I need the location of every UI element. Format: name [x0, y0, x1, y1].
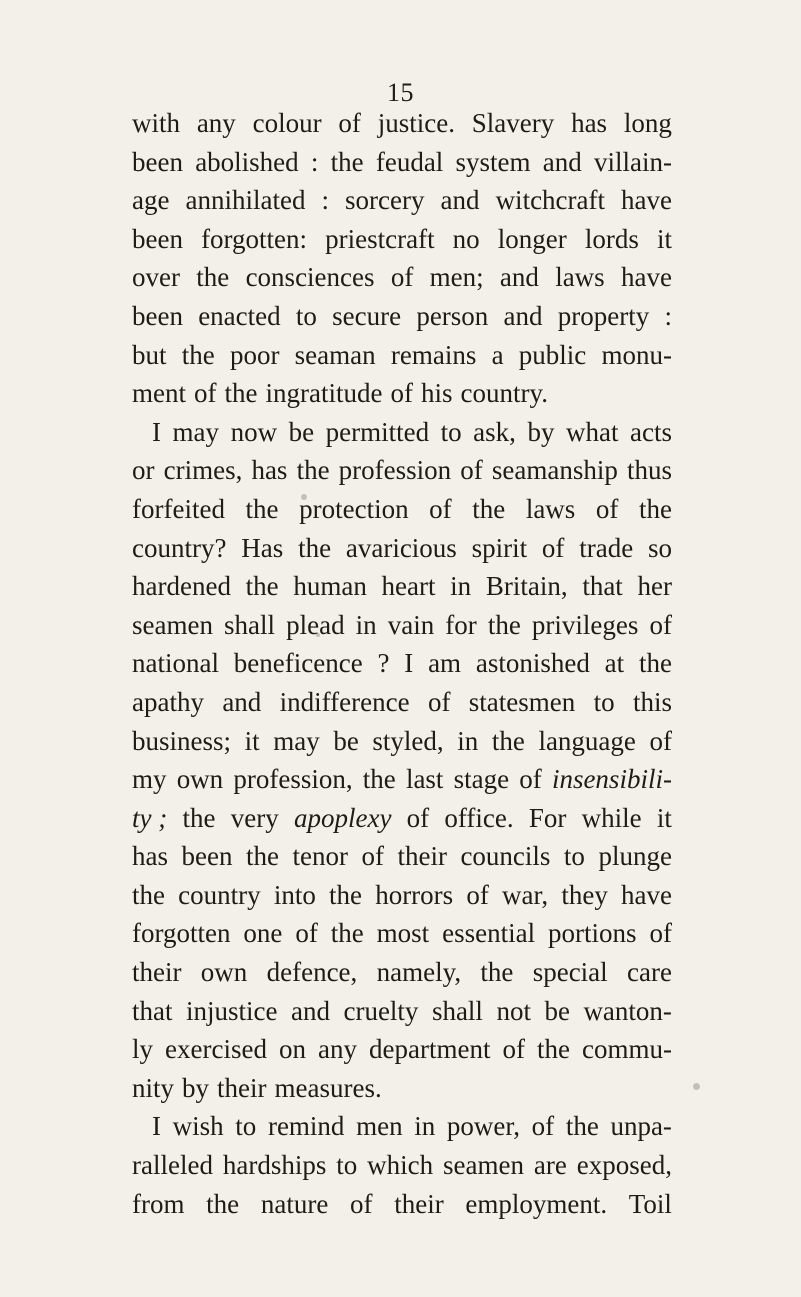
word: profession: [338, 455, 452, 486]
word: this: [632, 686, 672, 717]
text-line: [132, 185, 672, 224]
word: which: [367, 1150, 434, 1181]
word: of: [390, 378, 413, 409]
word: nity: [132, 1072, 175, 1103]
word: of: [390, 262, 414, 293]
word: war,: [502, 879, 549, 910]
word: lords: [584, 223, 639, 254]
word: from: [132, 1188, 185, 1219]
word: acts: [629, 416, 672, 447]
text-line: [132, 803, 672, 842]
word: plead: [286, 609, 345, 640]
word: what: [565, 416, 619, 447]
word: the: [245, 841, 279, 872]
word: in: [414, 1111, 436, 1142]
word: been: [132, 146, 183, 177]
text-line: [132, 1034, 672, 1073]
word: permitted: [325, 416, 430, 447]
word: property: [557, 300, 650, 331]
word: the: [224, 378, 258, 409]
text-line: [132, 224, 672, 263]
word: enacted: [198, 300, 281, 331]
text-line: [132, 841, 672, 880]
word: while: [581, 802, 642, 833]
paper-speck: [693, 1083, 700, 1090]
word: so: [647, 532, 672, 563]
word: it: [656, 223, 672, 254]
word: of: [519, 764, 542, 795]
word: indifference: [279, 686, 410, 717]
word: be: [544, 995, 570, 1026]
word: hardened: [132, 571, 231, 602]
word: long: [623, 108, 672, 138]
word: cruelty: [343, 995, 419, 1026]
word: by: [527, 416, 555, 447]
word: remind: [267, 1111, 345, 1142]
word: tenor: [292, 841, 348, 872]
word: of: [531, 1111, 555, 1142]
text-line: [132, 340, 672, 379]
word: special: [532, 957, 608, 988]
word: heart: [381, 571, 436, 602]
word: and: [222, 686, 262, 717]
word: the: [536, 1034, 570, 1065]
word: of: [427, 686, 451, 717]
word: language: [538, 725, 636, 756]
word: the: [491, 725, 525, 756]
word: public: [518, 339, 587, 370]
word: ?: [377, 648, 390, 679]
word: the: [181, 339, 215, 370]
text-line: [132, 1150, 672, 1189]
word: to: [336, 1150, 358, 1181]
word: remains: [390, 339, 477, 370]
word: country.: [460, 378, 548, 409]
word: of: [649, 609, 672, 640]
word: with: [132, 108, 181, 138]
word: on: [278, 1034, 306, 1065]
text-line: [132, 301, 672, 340]
word: in: [457, 725, 479, 756]
word: Has: [241, 532, 284, 563]
text-line: [132, 571, 672, 610]
word: of: [338, 108, 361, 138]
word: laws: [525, 493, 576, 524]
word: horrors: [375, 879, 454, 910]
word: astonished: [475, 648, 590, 679]
word: :: [321, 185, 330, 216]
word: Britain,: [485, 571, 568, 602]
word: wish: [172, 1111, 224, 1142]
word: the: [480, 957, 514, 988]
word: Slavery: [471, 108, 555, 138]
word: seamen: [132, 609, 213, 640]
word: ingratitude: [265, 378, 383, 409]
text-line: [132, 455, 672, 494]
text-line: [132, 880, 672, 919]
word: be: [288, 416, 315, 447]
word: the: [565, 1111, 599, 1142]
word: I: [152, 416, 161, 447]
text-line: [132, 957, 672, 996]
word: of: [350, 1188, 373, 1219]
word: they: [561, 879, 608, 910]
text-line: [132, 610, 672, 649]
body-text: [132, 108, 672, 1227]
word: and: [290, 995, 330, 1026]
word: her: [637, 571, 672, 602]
word: a: [491, 339, 504, 370]
word: in: [450, 571, 472, 602]
word: of: [649, 918, 672, 949]
word: been: [132, 300, 183, 331]
text-line: [132, 764, 672, 803]
word: at: [604, 648, 625, 679]
word: measures.: [274, 1072, 382, 1103]
word: are: [533, 1150, 567, 1181]
text-line: [132, 1111, 672, 1150]
word: system: [455, 146, 531, 177]
word: the: [487, 609, 521, 640]
page-number: 15: [387, 78, 414, 107]
word: consciences: [245, 262, 375, 293]
word: the: [196, 262, 230, 293]
word: unpa-: [610, 1111, 672, 1142]
word: and: [542, 146, 582, 177]
word: the: [330, 918, 364, 949]
word: privileges: [531, 609, 639, 640]
word: I: [152, 1111, 161, 1142]
word: beneficence: [233, 648, 363, 679]
word: villain-: [593, 146, 672, 177]
word: in: [355, 609, 377, 640]
word: their: [397, 841, 447, 872]
word: plunge: [598, 841, 672, 872]
word: own: [200, 957, 248, 988]
word: national: [132, 648, 219, 679]
word: forgotten: [132, 918, 231, 949]
word: his: [420, 378, 453, 409]
word: exercised: [165, 1034, 267, 1065]
word: colour: [252, 108, 322, 138]
word: may: [273, 725, 320, 756]
word: now: [230, 416, 278, 447]
word: no: [452, 223, 480, 254]
word: defence,: [266, 957, 358, 988]
word: essential: [442, 918, 536, 949]
word: last: [405, 764, 444, 795]
word: injustice: [186, 995, 278, 1026]
word: of: [649, 725, 672, 756]
word: ty ;: [132, 802, 168, 833]
word: country?: [132, 532, 227, 563]
word: profession,: [233, 764, 353, 795]
word: nature: [260, 1188, 329, 1219]
word: shall: [431, 995, 483, 1026]
word: commu-: [582, 1034, 672, 1065]
text-line: [132, 262, 672, 301]
word: trade: [579, 532, 634, 563]
word: to: [563, 841, 585, 872]
text-line: [132, 648, 672, 687]
word: most: [376, 918, 430, 949]
word: have: [621, 185, 672, 216]
word: over: [132, 262, 180, 293]
word: person: [416, 300, 489, 331]
text-line: [132, 687, 672, 726]
word: forfeited: [132, 493, 225, 524]
word: insensibili-: [551, 764, 672, 795]
text-line: [132, 147, 672, 186]
word: poor: [229, 339, 280, 370]
word: the: [182, 802, 216, 833]
word: the: [206, 1188, 240, 1219]
word: the: [362, 764, 396, 795]
word: the: [298, 532, 332, 563]
word: department: [369, 1034, 491, 1065]
word: business;: [132, 725, 232, 756]
word: that: [132, 995, 173, 1026]
word: been: [181, 841, 233, 872]
word: and: [440, 185, 480, 216]
word: of: [595, 493, 619, 524]
word: their: [132, 957, 182, 988]
word: has: [251, 455, 288, 486]
word: the: [296, 455, 330, 486]
word: styled,: [372, 725, 444, 756]
word: :: [664, 300, 672, 331]
word: their: [394, 1188, 444, 1219]
word: the: [329, 879, 363, 910]
word: feudal: [375, 146, 444, 177]
word: age: [132, 185, 170, 216]
word: men;: [429, 262, 484, 293]
word: any: [196, 108, 236, 138]
word: vain: [387, 609, 435, 640]
word: protection: [299, 493, 409, 524]
word: namely,: [376, 957, 462, 988]
word: priestcraft: [325, 223, 435, 254]
paper-speck: [301, 494, 307, 500]
word: spirit: [471, 532, 528, 563]
text-line: [132, 996, 672, 1035]
word: exposed,: [576, 1150, 672, 1181]
text-line: [132, 533, 672, 572]
word: been: [132, 223, 183, 254]
word: abolished: [195, 146, 299, 177]
text-line: [132, 417, 672, 456]
word: of: [541, 532, 565, 563]
word: the: [245, 571, 279, 602]
word: the: [638, 493, 672, 524]
word: men: [356, 1111, 403, 1142]
word: one: [243, 918, 283, 949]
word: of: [460, 455, 483, 486]
word: apoplexy: [293, 802, 392, 833]
word: councils: [460, 841, 551, 872]
word: has: [132, 841, 168, 872]
word: sorcery: [345, 185, 425, 216]
word: secure: [332, 300, 402, 331]
word: employment.: [465, 1188, 608, 1219]
word: of: [502, 1034, 525, 1065]
word: but: [132, 339, 167, 370]
word: crimes,: [163, 455, 243, 486]
text-line: [132, 726, 672, 765]
word: ly: [132, 1034, 154, 1065]
word: of: [429, 493, 452, 524]
word: seamanship: [491, 455, 618, 486]
word: by: [182, 1072, 210, 1103]
word: laws: [555, 262, 605, 293]
word: seaman: [294, 339, 376, 370]
word: apathy: [132, 686, 204, 717]
word: annihilated: [185, 185, 306, 216]
text-line: [132, 494, 672, 533]
word: witchcraft: [495, 185, 605, 216]
word: shall: [224, 609, 276, 640]
word: into: [273, 879, 316, 910]
word: the: [638, 648, 672, 679]
word: to: [440, 416, 462, 447]
word: :: [310, 146, 319, 177]
word: monu-: [601, 339, 672, 370]
word: portions: [548, 918, 637, 949]
word: the: [330, 146, 364, 177]
word: of: [194, 378, 217, 409]
word: am: [428, 648, 462, 679]
word: to: [593, 686, 615, 717]
paper-speck: [316, 633, 320, 637]
word: ment: [132, 378, 186, 409]
word: of: [295, 918, 318, 949]
word: forgotten:: [201, 223, 308, 254]
word: have: [620, 262, 672, 293]
word: for: [445, 609, 477, 640]
word: For: [528, 802, 567, 833]
word: seamen: [443, 1150, 524, 1181]
text-line: [132, 918, 672, 957]
word: their: [217, 1072, 267, 1103]
word: and: [499, 262, 539, 293]
text-line: [132, 1189, 672, 1228]
word: and: [503, 300, 543, 331]
word: of: [406, 802, 430, 833]
word: it: [656, 802, 672, 833]
word: any: [318, 1034, 357, 1065]
word: to: [235, 1111, 257, 1142]
word: of: [466, 879, 489, 910]
word: ralleled: [132, 1150, 213, 1181]
word: country: [178, 879, 261, 910]
word: I: [404, 648, 414, 679]
word: the: [245, 493, 279, 524]
word: not: [496, 995, 531, 1026]
word: stage: [453, 764, 510, 795]
word: justice.: [377, 108, 455, 138]
word: have: [621, 879, 672, 910]
word: power,: [446, 1111, 521, 1142]
word: very: [230, 802, 279, 833]
word: the: [132, 879, 165, 910]
word: statesmen: [468, 686, 576, 717]
word: it: [244, 725, 260, 756]
word: has: [571, 108, 608, 138]
word: wanton-: [583, 995, 672, 1026]
word: that: [582, 571, 623, 602]
word: office.: [444, 802, 514, 833]
word: the: [472, 493, 506, 524]
word: longer: [497, 223, 567, 254]
word: Toil: [628, 1188, 672, 1219]
text-line: [132, 108, 672, 147]
word: may: [172, 416, 220, 447]
word: hardships: [222, 1150, 327, 1181]
word: thus: [626, 455, 672, 486]
word: be: [333, 725, 359, 756]
word: or: [132, 455, 155, 486]
text-line: [132, 1073, 672, 1112]
word: avaricious: [345, 532, 457, 563]
word: of: [361, 841, 384, 872]
word: my: [132, 764, 167, 795]
word: ask,: [473, 416, 516, 447]
word: to: [295, 300, 317, 331]
word: human: [293, 571, 367, 602]
word: own: [176, 764, 224, 795]
word: care: [626, 957, 672, 988]
text-line: [132, 378, 672, 417]
